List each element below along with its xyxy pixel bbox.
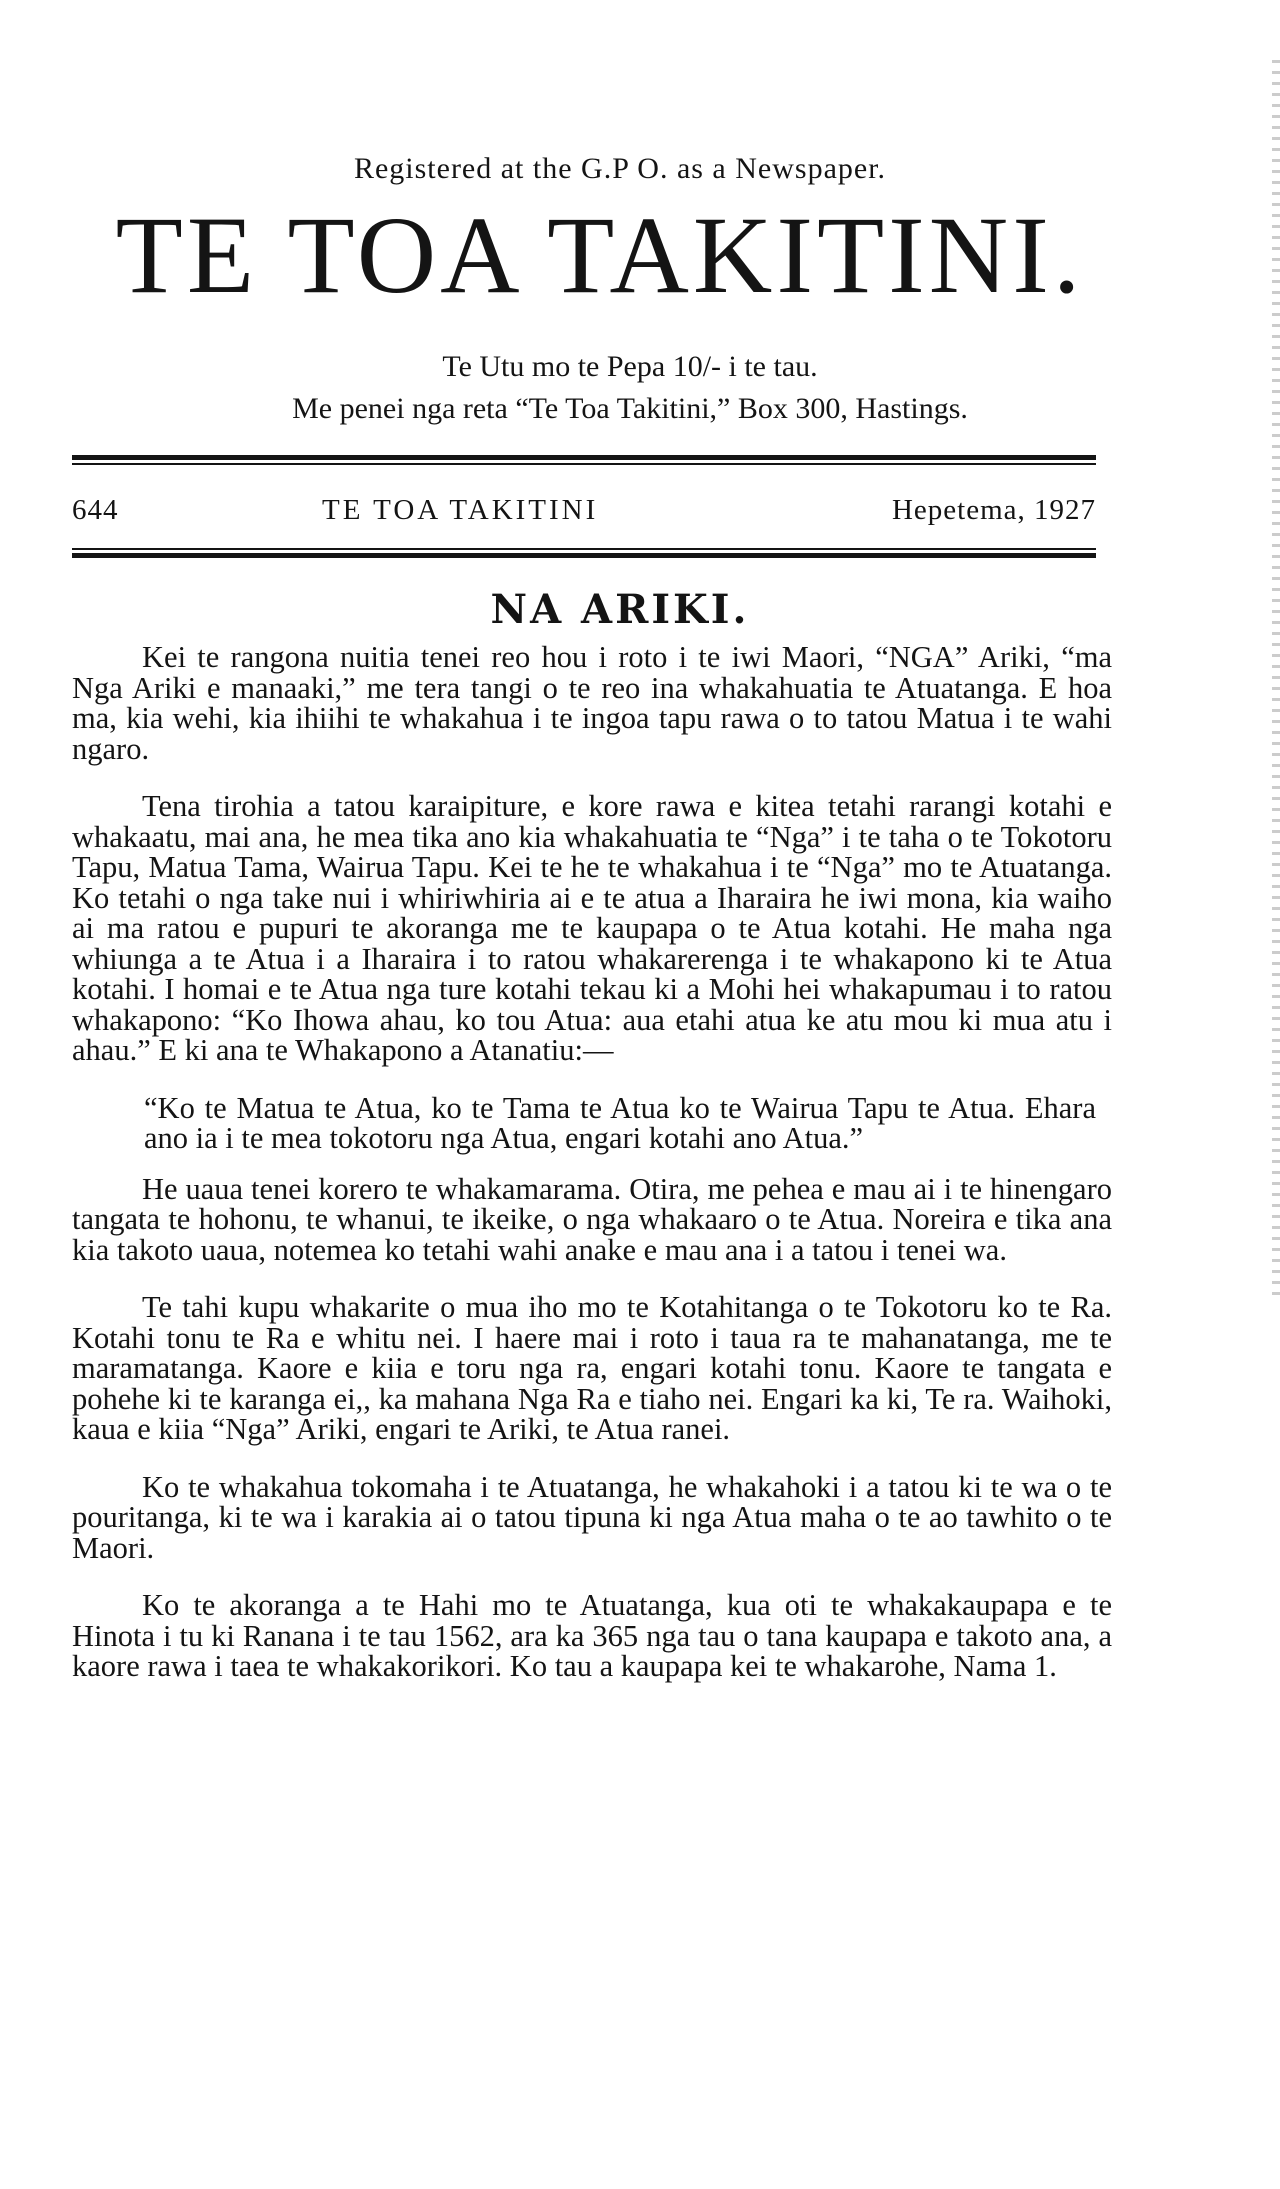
bottom-rule-thick: [72, 553, 1096, 558]
block-quote: “Ko te Matua te Atua, ko te Tama te Atua ko te Wairua Tapu te Atua. Ehara ano ia i te mea tokotoru nga Atua, engari kotahi ano Atua.”: [144, 1090, 1096, 1155]
registration-notice: Registered at the G.P O. as a Newspaper.: [353, 152, 887, 185]
issue-date: Hepetema, 1927: [891, 494, 1096, 526]
folio-line: [72, 494, 1096, 534]
paragraph: Tena tirohia a tatou karaipiture, e kore rawa e kitea tetahi rarangi kotahi e whakaatu, mai ana, he mea tika ano kia whakahuatia te “Nga” i te taha o te Tokotoru Tapu, Matua Tama, Wairua Tapu. Kei te he te whakahua i te “Nga” mo te Atuatanga. Ko tetahi o nga take nui i whiriwhiria ai e te atua a Iharaira he iwi mona, kia waiho ai ma ratou e pupuri te akoranga me te kaupapa o te Atua kotahi. He maha nga whiunga a te Atua i a Iharaira i to ratou whakarerenga i te whakapono ki te Atua kotahi. I homai e te Atua nga ture kotahi tekau ki a Mohi hei whakapumau i to ratou whakapono: “Ko Ihowa ahau, ko tou Atua: aua etahi atua ke atu mou ki mua atu i ahau.” E ki ana te Whakapono a Atanatiu:—: [72, 789, 1112, 1067]
address-line: Me penei nga reta “Te Toa Takitini,” Box 300, Hastings.: [292, 392, 968, 425]
top-rule-thick: [72, 455, 1096, 460]
bottom-rule-thin: [72, 548, 1096, 550]
article-body: [72, 642, 1112, 1709]
paragraph: Ko te whakahua tokomaha i te Atuatanga, he whakahoki i a tatou ki te wa o te pouritanga, ki te wa i karakia ai o tatou tipuna ki nga Atua maha o te ao tawhito o te Maori.: [72, 1469, 1112, 1565]
article-title: NA ARIKI.: [490, 586, 750, 633]
top-rule-thin: [72, 463, 1096, 465]
paragraph: Ko te akoranga a te Hahi mo te Atuatanga, kua oti te whakakaupapa e te Hinota i tu ki Ranana i te tau 1562, ara ka 365 nga tau o tana kaupapa e takoto ana, a kaore rawa i taea te whakakorikori. Ko tau a kaupapa kei te whakarohe, Nama 1.: [72, 1588, 1112, 1683]
paragraph: Kei te rangona nuitia tenei reo hou i roto i te iwi Maori, “NGA” Ariki, “ma Nga Ariki e manaaki,” me tera tangi o te reo ina whakahuatia te Atuatanga. E hoa ma, kia wehi, kia ihiihi te whakahua i te ingoa tapu rawa o to tatou Matua i te wahi ngaro.: [72, 640, 1112, 766]
paragraph: He uaua tenei korero te whakamarama. Otira, me pehea e mau ai i te hinengaro tangata te hohonu, te whanui, te ikeike, o nga whakaaro o te Atua. Noreira e tika ana kia takoto uaua, notemea ko tetahi wahi anake e mau ana i a tatou i tenei wa.: [72, 1171, 1112, 1267]
scan-edge-artifact: [1272, 60, 1280, 1300]
page-number: 644: [72, 494, 119, 526]
running-title: TE TOA TAKITINI: [322, 494, 599, 526]
masthead-title: TE TOA TAKITINI.: [115, 194, 1085, 316]
paragraph: Te tahi kupu whakarite o mua iho mo te Kotahitanga o te Tokotoru ko te Ra. Kotahi tonu te Ra e whitu nei. I haere mai i roto i taua ra te mahanatanga, me te maramatanga. Kaore e kiia e toru nga ra, engari kotahi tonu. Kaore te tangata e pohehe ki te karanga ei,, ka mahana Nga Ra e tiaho nei. Engari ka ki, Te ra. Waihoki, kaua e kiia “Nga” Ariki, engari te Ariki, te Atua ranei.: [72, 1290, 1112, 1446]
subscription-line: Te Utu mo te Pepa 10/- i te tau.: [442, 350, 818, 383]
